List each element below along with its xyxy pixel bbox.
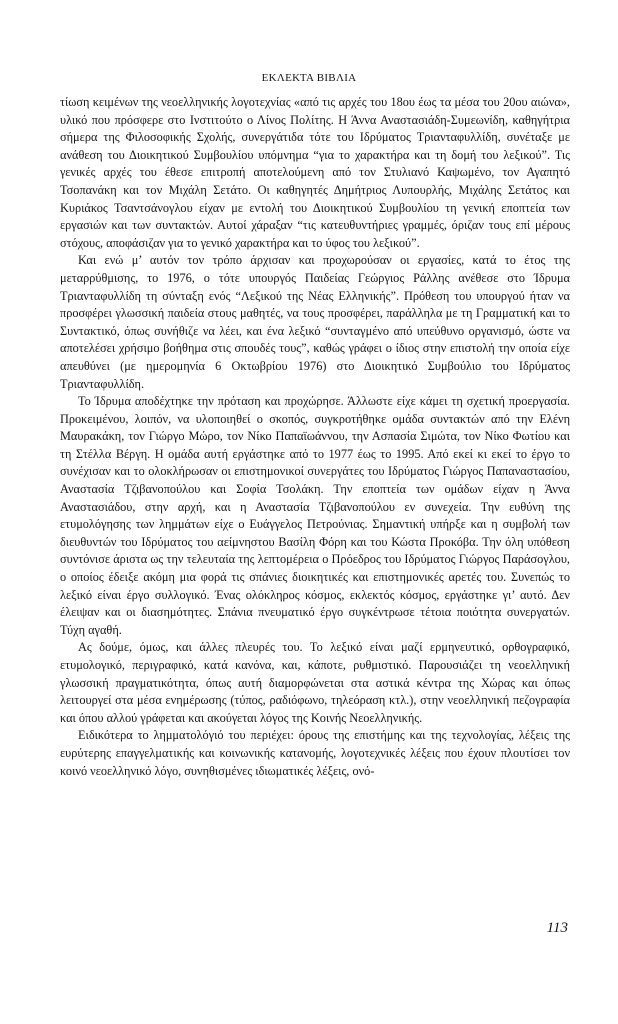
paragraph: Το Ίδρυμα αποδέχτηκε την πρόταση και προχώρησε. Άλλωστε είχε κάμει τη σχετική προεργασία. Προκειμένου, λοιπόν, να υλοποιηθεί ο σκοπός, συγκροτήθηκε ομάδα συντακτών από την Ελένη Μαυρακάκη, τον Γιώργο Μώρο, τον Νίκο Παπαϊωάννου, την Ασπασία Σιμώτα, τον Νίκο Φωτίου και τη Στέλλα Βέργη. Η ομάδα αυτή εργάστηκε από το 1977 έως το 1995. Από εκεί κι εκεί το έργο το συνέχισαν και το ολοκλήρωσαν οι επιστημονικοί συνεργάτες του Ιδρύματος Γιώργος Παπαναστασίου, Αναστασία Τζιβανοπούλου και Σοφία Τσολάκη. Την εποπτεία των ομάδων είχαν η Άννα Αναστασιάδου, στην αρχή, και η Αναστασία Τζιβανοπούλου εν συνεχεία. Την ευθύνη της ετυμολόγησης των λημμάτων είχε ο Ευάγγελος Πετρούνιας. Σημαντική υπήρξε και η συμβολή των διευθυντών του Ιδρύματος του αείμνηστου Βασίλη Φόρη και του Κώστα Προκόβα. Την όλη υπόθεση συντόνισε άριστα ως την τελευταία της λεπτομέρεια ο Πρόεδρος του Ιδρύματος Γιώργος Παράσογλου, ο οποίος έδειξε ακόμη μια φορά τις σπάνιες διοικητικές και επιστημονικές αρετές του. Συνεπώς το λεξικό είναι έργο συλλογικό. Ένας ολόκληρος κόσμος, εκλεκτός κόσμος, εργάστηκε γι’ αυτό. Δεν έλειψαν και οι διασημότητες. Σπάνια πνευματικό έργο συγκέντρωσε τέτοια ποιότητα συνεργατών. Τύχη αγαθή.: [60, 394, 570, 637]
running-head: ΕΚΛΕΚΤΑ ΒΙΒΛΙΑ: [261, 72, 357, 84]
paragraph: Ας δούμε, όμως, και άλλες πλευρές του. Το λεξικό είναι μαζί ερμηνευτικό, ορθογραφικό, ετυμολογικό, περιγραφικό, κατά κανόνα, και, κάποτε, ρυθμιστικό. Παρουσιάζει τη νεοελληνική γλωσσική πραγματικότητα, όπως αυτή διαμορφώνεται στα αστικά κέντρα της Χώρας και όπως λειτουργεί στα μέσα ενημέρωσης (τύπος, ραδιόφωνο, τηλεόραση κτλ.), στην νεοελληνική πεζογραφία και όπου αλλού γράφεται και ακούγεται λόγος της Κοινής Νεοελληνικής.: [60, 640, 570, 725]
paragraph: Ειδικότερα το λημματολόγιό του περιέχει: όρους της επιστήμης και της τεχνολογίας, λέξεις της ευρύτερης επαγγελματικής και κοινωνικής κατανομής, λογοτεχνικές λέξεις που έχουν πλουτίσει τον κοινό νεοελληνικό λόγο, συνηθισμένες ιδιωματικές λέξεις, ονό-: [60, 728, 570, 778]
body-text: [60, 94, 570, 780]
paragraph: τίωση κειμένων της νεοελληνικής λογοτεχνίας «από τις αρχές του 18ου έως τα μέσα του 20ου αιώνα», υλικό που πρόσφερε στο Ινστιτούτο ο Λίνος Πολίτης. Η Άννα Αναστασιάδη-Συμεωνίδη, καθηγήτρια σήμερα της Φιλοσοφικής Σχολής, συνεργάτιδα τότε του Ιδρύματος Τριανταφυλλίδη, συνέταξε με ανάθεση του Διοικητικού Συμβουλίου υπόμνημα “για το χαρακτήρα και τη δομή του λεξικού”. Τις γενικές αρχές του έθεσε επιτροπή αποτελούμενη από τον Στυλιανό Καψωμένο, τον Αγαπητό Τσοπανάκη και τον Μιχάλη Σετάτο. Οι καθηγητές Δημήτριος Λυπουρλής, Μιχάλης Σετάτος και Κυριάκος Τσαντσάνογλου είχαν με εντολή του Διοικητικού Συμβουλίου τη γενική εποπτεία των εργασιών και των συντακτών. Αυτοί χάραξαν “τις κατευθυντήριες γραμμές, όριζαν τους επί μέρους στόχους, αποφάσιζαν για το γενικό χαρακτήρα και το ύφος του λεξικού”.: [60, 95, 570, 250]
page-number: 113: [546, 920, 568, 936]
paragraph: Και ενώ μ’ αυτόν τον τρόπο άρχισαν και προχωρούσαν οι εργασίες, κατά το έτος της μεταρρύθμισης, το 1976, ο τότε υπουργός Παιδείας Γεώργιος Ράλλης ανέθεσε στο Ίδρυμα Τριανταφυλλίδη τη σύνταξη ενός “Λεξικού της Νέας Ελληνικής”. Πρόθεση του υπουργού ήταν να προσφέρει γλωσσική παιδεία στους μαθητές, να τους προσφέρει, παράλληλα με τη Γραμματική και το Συντακτικό, όπως συνήθιζε να λέει, και ένα λεξικό “συνταγμένο από υπεύθυνο οργανισμό, ώστε να αποτελέσει χρήσιμο βοήθημα στις σπουδές τους”, καθώς γράφει ο ίδιος στην επιστολή την οποία είχε απευθύνει (με ημερομηνία 6 Οκτωβρίου 1976) στο Διοικητικό Συμβούλιο του Ιδρύματος Τριανταφυλλίδη.: [60, 253, 570, 391]
